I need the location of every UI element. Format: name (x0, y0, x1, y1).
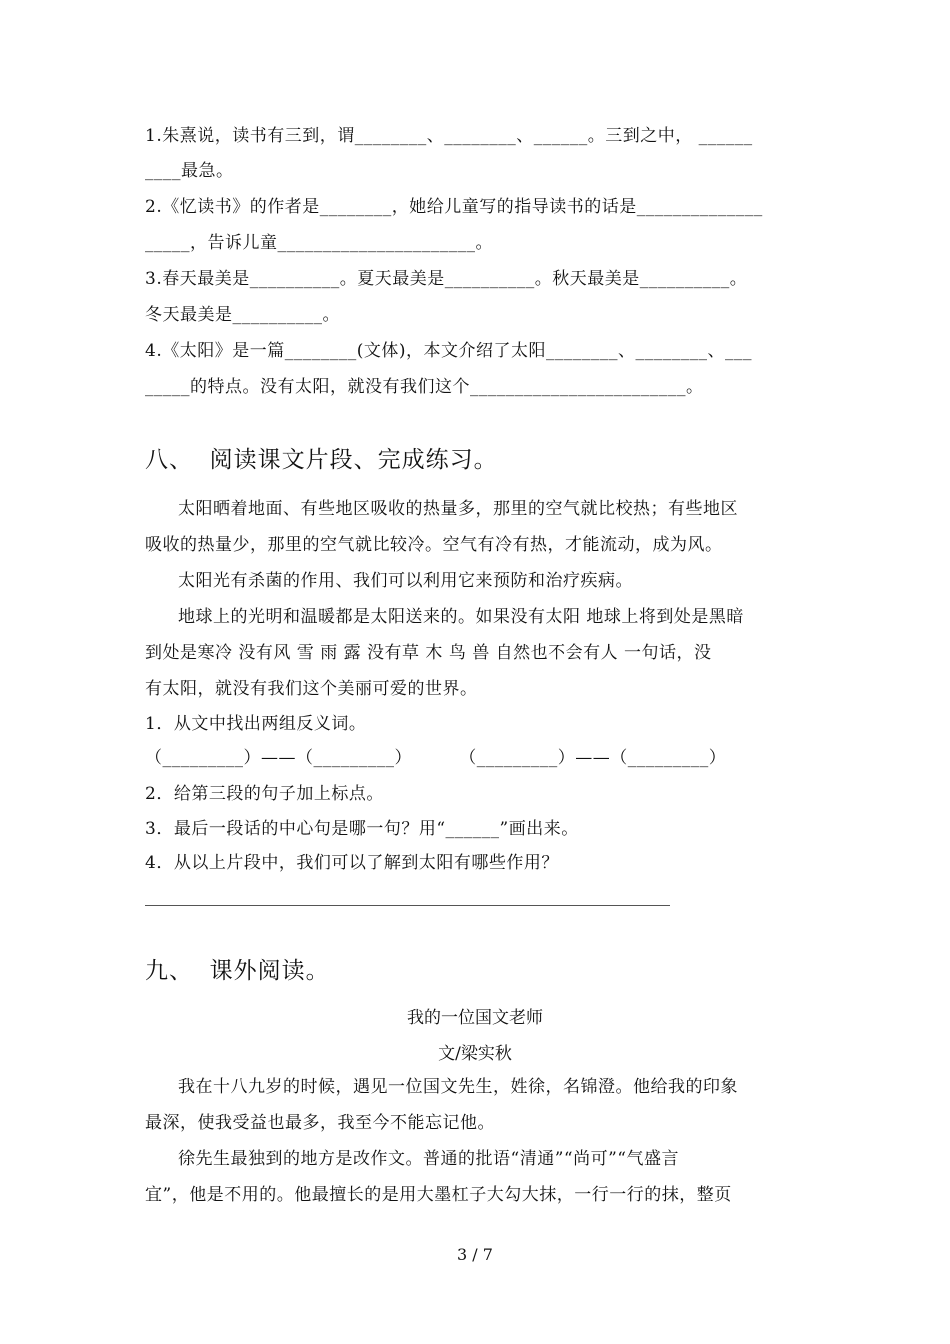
section-8-para2: 太阳光有杀菌的作用、我们可以利用它来预防和治疗疾病。 (178, 571, 633, 591)
fill-in-q2-line2: _____，告诉儿童______________________。 (145, 233, 493, 253)
section-8-q2: 2．给第三段的句子加上标点。 (145, 784, 384, 804)
fill-in-q1-line2: ____最急。 (145, 161, 234, 181)
section-8-para1-line1: 太阳晒着地面、有些地区吸收的热量多，那里的空气就比校热；有些地区 (178, 499, 738, 519)
section-8-para1-line2: 吸收的热量少，那里的空气就比较冷。空气有冷有热，才能流动，成为风。 (145, 535, 723, 555)
page-number: 3 / 7 (457, 1245, 493, 1264)
section-8-q3: 3．最后一段话的中心句是哪一句？用“______”画出来。 (145, 819, 579, 839)
answer-line (145, 905, 670, 906)
section-9-para2-line2: 宜”，他是不用的。他最擅长的是用大墨杠子大勾大抹，一行一行的抹，整页 (145, 1185, 732, 1205)
section-8-para3-line1: 地球上的光明和温暖都是太阳送来的。如果没有太阳 地球上将到处是黑暗 (178, 607, 744, 627)
section-8-para3-line3: 有太阳，就没有我们这个美丽可爱的世界。 (145, 679, 478, 699)
section-9-para1-line2: 最深，使我受益也最多，我至今不能忘记他。 (145, 1113, 495, 1133)
article-author: 文/梁实秋 (438, 1044, 512, 1064)
fill-in-q2-line1: 2.《忆读书》的作者是________，她给儿童写的指导读书的话是______________ (145, 197, 763, 217)
section-8-q1: 1．从文中找出两组反义词。 (145, 714, 367, 734)
fill-in-q3-line2: 冬天最美是__________。 (145, 305, 340, 325)
fill-in-q4-line1: 4.《太阳》是一篇________(文体)，本文介绍了太阳________、________、___ (145, 341, 752, 361)
section-9-heading: 九、 课外阅读。 (145, 958, 330, 984)
fill-in-q4-line2: _____的特点。没有太阳，就没有我们这个________________________。 (145, 377, 704, 397)
fill-in-q3-line1: 3.春天最美是__________。夏天最美是__________。秋天最美是__________。 (145, 269, 748, 289)
section-9-para2-line1: 徐先生最独到的地方是改作文。普通的批语“清通”“尚可”“气盛言 (178, 1149, 679, 1169)
article-title: 我的一位国文老师 (407, 1008, 543, 1028)
section-9-para1-line1: 我在十八九岁的时候，遇见一位国文先生，姓徐，名锦澄。他给我的印象 (178, 1077, 738, 1097)
section-8-q1-blanks: （_________）——（_________） （_________）——（_________） (145, 748, 727, 768)
section-8-para3-line2: 到处是寒冷 没有风 雪 雨 露 没有草 木 鸟 兽 自然也不会有人 一句话，没 (145, 643, 712, 663)
fill-in-q1-line1: 1.朱熹说，读书有三到，谓________、________、______。三到之中， ______ (145, 126, 753, 146)
section-8-q4: 4．从以上片段中，我们可以了解到太阳有哪些作用？ (145, 853, 559, 873)
section-8-heading: 八、 阅读课文片段、完成练习。 (145, 447, 498, 473)
